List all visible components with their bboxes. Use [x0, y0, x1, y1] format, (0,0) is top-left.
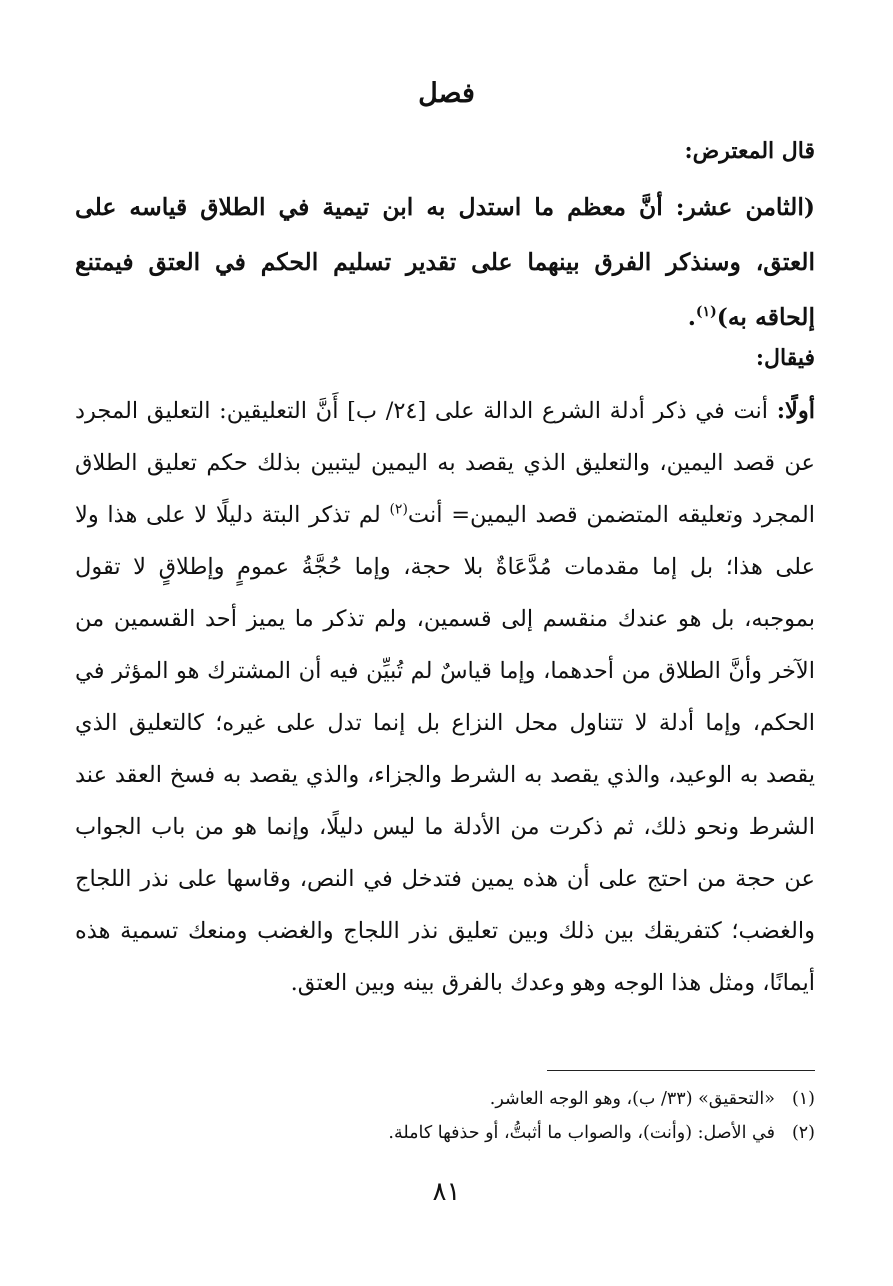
objector-label: قال المعترض:: [684, 138, 815, 164]
footnote-ref-1[interactable]: (١): [695, 304, 717, 321]
footnote-2-number: (٢): [791, 1123, 815, 1143]
objection-quote: [75, 180, 815, 345]
footnote-ref-2[interactable]: (٢): [389, 501, 408, 518]
footnote-2-text: في الأصل: (وأنت)، والصواب ما أثبتُّ، أو حذفها كاملة.: [388, 1123, 775, 1143]
page-number: ٨١: [432, 1177, 461, 1207]
footnote-divider: [547, 1070, 815, 1071]
reply-text-part1: أنت في ذكر أدلة الشرع الدالة على [٢٤/ ب] أَنَّ التعليقين: التعليق المجرد عن قصد اليمين، والتعليق الذي يقصد به اليمين ليتبين بذلك حكم تعليق الطلاق المجرد وتعليقه المتضمن قصد اليمين= أنت: [75, 398, 815, 528]
footnote-1-text: «التحقيق» (٣٣/ ب)، وهو الوجه العاشر.: [489, 1089, 775, 1109]
section-heading: فصل: [418, 78, 475, 109]
quote-end: .: [687, 303, 696, 331]
footnotes-list: [75, 1082, 815, 1150]
quote-text: (الثامن عشر: أنَّ معظم ما استدل به ابن تيمية في الطلاق قياسه على العتق، وسنذكر الفرق بينهما على تقدير تسليم الحكم في العتق فيمتنع إلحاقه به): [75, 193, 815, 331]
reply-text-part2: لم تذكر البتة دليلًا لا على هذا ولا على هذا؛ بل إما مقدمات مُدَّعَاةٌ بلا حجة، وإما حُجَّةُ عمومٍ وإطلاقٍ لا تقول بموجبه، بل هو عندك منقسم إلى قسمين، ولم تذكر ما يميز أحد القسمين من الآخر وأنَّ الطلاق من أحدهما، وإما قياسٌ لم تُبيِّن فيه أن المشترك هو المؤثر في الحكم، وإما أدلة لا تتناول محل النزاع بل إنما تدل على غيره؛ كالتعليق الذي يقصد به الوعيد، والذي يقصد به الشرط والجزاء، والذي يقصد به فسخ العقد عند الشرط ونحو ذلك، ثم ذكرت من الأدلة ما ليس دليلًا، وإنما هو من باب الجواب عن حجة من احتج على أن هذه يمين فتدخل في النص، وقاسها على نذر اللجاج والغضب؛ كتفريقك بين ذلك وبين تعليق نذر اللجاج والغضب ومنعك تسمية هذه أيمانًا، ومثل هذا الوجه وهو وعدك بالفرق بينه وبين العتق.: [75, 502, 815, 996]
reply-label: فيقال:: [755, 345, 815, 371]
footnote-1-number: (١): [791, 1089, 815, 1109]
footnote-2: [75, 1116, 815, 1150]
footnote-1: [75, 1082, 815, 1116]
reply-lead: أولًا:: [776, 398, 815, 424]
reply-paragraph: [75, 385, 815, 1009]
